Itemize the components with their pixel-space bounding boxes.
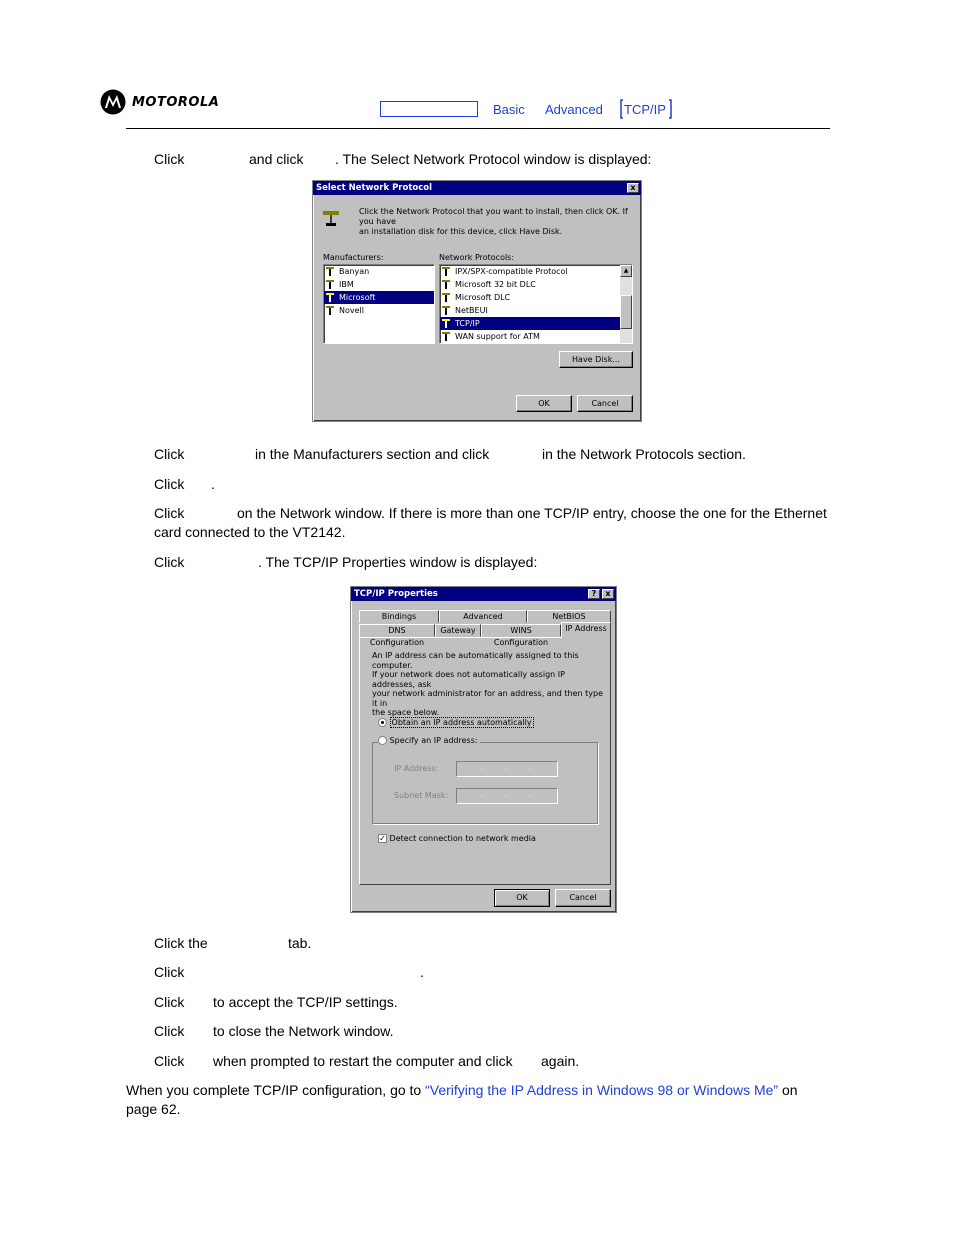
snp-titlebar — [313, 181, 641, 195]
ip-address-panel — [359, 637, 611, 885]
ip-address-label: IP Address: — [394, 764, 439, 773]
step4-text: on the Network window. If there is more than one TCP/IP entry, choose the one for the Ethernet — [237, 505, 827, 521]
select-network-protocol-dialog — [312, 180, 642, 422]
manufacturers-label: Manufacturers: — [323, 253, 384, 262]
ip-desc-line2: If your network does not automatically assign IP addresses, ask — [372, 670, 565, 689]
specify-option[interactable] — [378, 736, 480, 745]
network-cable-icon — [326, 267, 335, 276]
step1-and-click: and click — [249, 151, 304, 167]
verifying-ip-link[interactable]: “Verifying the IP Address in Windows 98 or Windows Me” — [425, 1082, 779, 1098]
network-cable-icon — [326, 293, 335, 302]
nav-tcpip-current[interactable] — [620, 99, 672, 119]
nav-basic-link[interactable]: Basic — [493, 102, 525, 117]
step7-period: . — [420, 964, 424, 980]
list-item-selected[interactable]: Microsoft — [324, 291, 434, 304]
tab-dns-configuration[interactable]: DNS Configuration — [359, 624, 435, 637]
protocols-scrollbar[interactable] — [620, 265, 632, 343]
network-cable-icon — [442, 332, 451, 341]
network-protocols-list[interactable] — [439, 264, 633, 344]
ip-address-field[interactable]: . . . — [456, 761, 558, 777]
snp-close-button[interactable]: x — [627, 183, 639, 193]
snp-title: Select Network Protocol — [316, 183, 433, 193]
subnet-mask-field[interactable]: . . . — [456, 788, 558, 804]
tab-bindings[interactable]: Bindings — [359, 610, 439, 623]
closing-on: on — [782, 1082, 798, 1098]
step7-click: Click — [154, 964, 185, 980]
tcp-titlebar — [351, 587, 616, 601]
step2-click: Click — [154, 446, 185, 462]
detect-option[interactable] — [378, 834, 536, 843]
ip-desc-line3: your network administrator for an address, and then type it in — [372, 689, 603, 708]
snp-instructions-line1: Click the Network Protocol that you want to install, then click OK. If you have — [359, 207, 628, 226]
ip-desc-line4: the space below. — [372, 708, 440, 717]
network-cable-icon — [442, 267, 451, 276]
snp-instructions-line2: an installation disk for this device, click Have Disk. — [359, 227, 563, 236]
step4-click: Click — [154, 505, 185, 521]
step10-again: again. — [541, 1053, 580, 1069]
cancel-button[interactable]: Cancel — [555, 889, 611, 907]
specify-radio[interactable] — [378, 736, 387, 745]
tab-netbios[interactable]: NetBIOS — [527, 610, 611, 623]
motorola-logo — [100, 89, 219, 115]
step6-click-the: Click the — [154, 935, 208, 951]
network-cable-icon — [326, 280, 335, 289]
nav-advanced-link[interactable]: Advanced — [545, 102, 603, 117]
brand-wordmark: MOTOROLA — [132, 94, 220, 110]
header-rule — [126, 128, 830, 129]
list-item[interactable]: Microsoft 32 bit DLC — [440, 278, 620, 291]
nav-tcpip-label: TCP/IP — [624, 102, 666, 117]
list-item[interactable]: Microsoft DLC — [440, 291, 620, 304]
list-item[interactable]: Novell — [324, 304, 434, 317]
list-item[interactable]: IPX/SPX-compatible Protocol — [440, 265, 620, 278]
cancel-button[interactable]: Cancel — [577, 395, 633, 412]
tcp-close-button[interactable]: x — [602, 589, 614, 599]
manufacturers-list[interactable] — [323, 264, 435, 344]
help-button[interactable]: ? — [588, 589, 600, 599]
step3-click: Click — [154, 476, 185, 492]
tab-advanced[interactable]: Advanced — [439, 610, 527, 623]
obtain-auto-label: Obtain an IP address automatically — [391, 718, 532, 727]
specify-ip-groupbox — [372, 742, 598, 824]
step2-protocols: in the Network Protocols section. — [542, 446, 746, 462]
closing-page-ref: page 62. — [126, 1101, 181, 1117]
network-cable-icon — [326, 306, 335, 315]
list-item[interactable]: IBM — [324, 278, 434, 291]
list-item[interactable]: Banyan — [324, 265, 434, 278]
subnet-mask-label: Subnet Mask: — [394, 791, 449, 800]
nav-blank-box[interactable] — [380, 101, 478, 117]
list-item[interactable]: NetBEUI — [440, 304, 620, 317]
network-cable-icon — [442, 280, 451, 289]
network-cable-icon — [442, 293, 451, 302]
ip-desc-line1: An IP address can be automatically assigned to this computer. — [372, 651, 579, 670]
scroll-up-icon[interactable]: ▲ — [620, 265, 632, 277]
tcp-title: TCP/IP Properties — [354, 589, 438, 599]
closing-text: When you complete TCP/IP configuration, go to — [126, 1082, 422, 1098]
detect-checkbox[interactable]: ✓ — [379, 834, 386, 843]
step8-text: to accept the TCP/IP settings. — [213, 994, 398, 1010]
tab-wins-configuration[interactable]: WINS Configuration — [481, 624, 561, 637]
step1-result: . The Select Network Protocol window is displayed: — [335, 151, 652, 167]
ok-button[interactable]: OK — [494, 889, 550, 907]
step8-click: Click — [154, 994, 185, 1010]
step5-click: Click — [154, 554, 185, 570]
tab-ip-address[interactable]: IP Address — [561, 622, 611, 638]
network-cable-icon — [442, 319, 451, 328]
obtain-auto-option[interactable] — [378, 718, 534, 727]
tab-gateway[interactable]: Gateway — [435, 624, 481, 637]
step10-text: when prompted to restart the computer and click — [213, 1053, 513, 1069]
obtain-auto-radio[interactable] — [378, 718, 387, 727]
list-item-selected[interactable]: TCP/IP — [440, 317, 620, 330]
step2-manufacturers: in the Manufacturers section and click — [255, 446, 490, 462]
step9-text: to close the Network window. — [213, 1023, 394, 1039]
have-disk-button[interactable]: Have Disk... — [559, 351, 633, 368]
network-protocols-label: Network Protocols: — [439, 253, 515, 262]
step5-result: . The TCP/IP Properties window is displayed: — [258, 554, 538, 570]
step10-click: Click — [154, 1053, 185, 1069]
network-cable-icon — [321, 209, 343, 227]
step9-click: Click — [154, 1023, 185, 1039]
ok-button[interactable]: OK — [516, 395, 572, 412]
tcpip-properties-dialog — [350, 586, 617, 913]
closing-paragraph — [126, 1082, 836, 1098]
specify-label: Specify an IP address: — [389, 736, 478, 745]
scroll-thumb[interactable] — [620, 295, 632, 329]
list-item[interactable]: WAN support for ATM — [440, 330, 620, 343]
motorola-batwing-icon — [100, 89, 126, 115]
step6-tab: tab. — [288, 935, 312, 951]
step4-continued: card connected to the VT2142. — [154, 524, 346, 540]
step3-period: . — [211, 476, 215, 492]
network-cable-icon — [442, 306, 451, 315]
step1-click: Click — [154, 151, 185, 167]
detect-label: Detect connection to network media — [389, 834, 536, 843]
